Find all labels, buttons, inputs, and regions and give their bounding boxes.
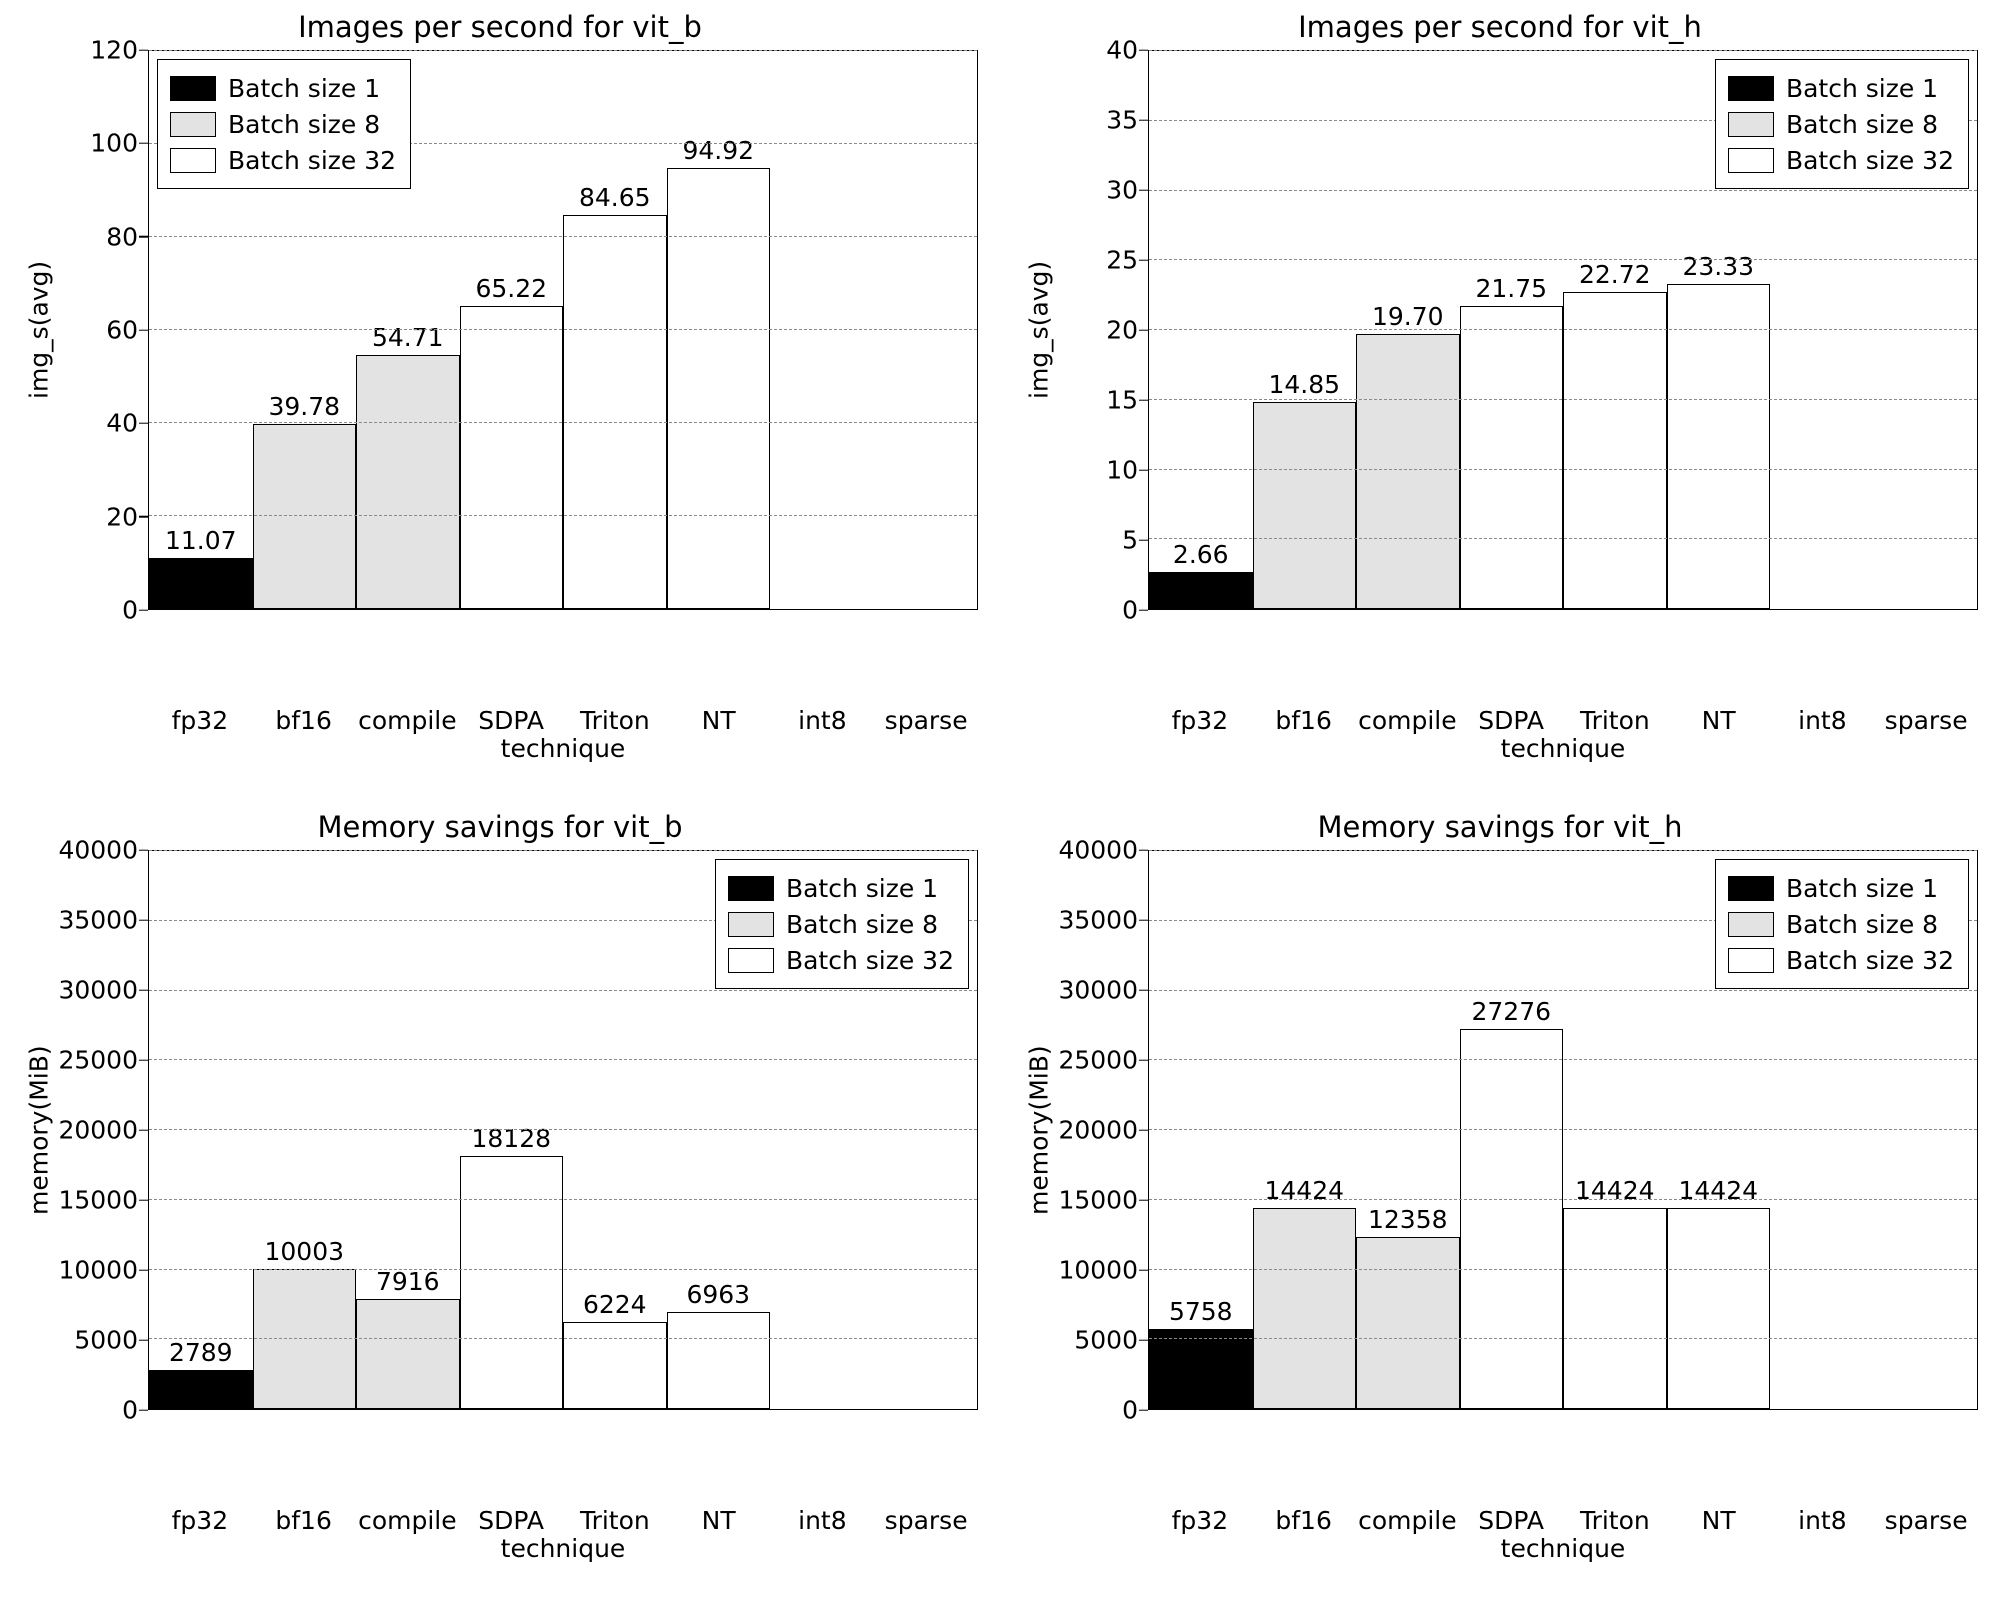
y-tick-label: 40000 (1058, 835, 1138, 865)
legend-swatch-icon (170, 148, 216, 173)
x-tick-label-fp32: fp32 (1171, 1506, 1229, 1535)
plot-area-0 (22, 35, 978, 698)
bar-slot-Triton (563, 51, 667, 609)
bar-NT[interactable] (667, 1279, 771, 1409)
bar-NT[interactable] (1667, 1175, 1771, 1409)
chart-title: Memory savings for vit_h (1317, 810, 1683, 844)
bar-bf16[interactable] (253, 392, 357, 609)
bar-value-label: 94.92 (682, 135, 755, 165)
bar-Triton[interactable] (563, 183, 667, 609)
y-tick-label: 30000 (1058, 975, 1138, 1005)
x-axis-label: technique (500, 1534, 626, 1563)
bar-value-label: 14.85 (1268, 369, 1341, 399)
bar-SDPA[interactable] (460, 1124, 564, 1409)
legend-3 (1715, 859, 1969, 989)
gridline (1149, 399, 1977, 400)
y-tick-label: 10000 (1058, 1255, 1138, 1285)
chart-panel-2 (0, 800, 1000, 1600)
y-tick-label: 35000 (1058, 905, 1138, 935)
x-tick-label-compile: compile (358, 1506, 457, 1535)
gridline (149, 990, 977, 991)
legend-label: Batch size 8 (228, 109, 381, 139)
bar-slot-fp32 (149, 851, 253, 1409)
bar-slot-SDPA (460, 51, 564, 609)
x-tick-label-compile: compile (1358, 1506, 1457, 1535)
bar-value-label: 18128 (471, 1124, 552, 1154)
bar-value-label: 12358 (1367, 1204, 1448, 1234)
y-axis-label: memory(MiB) (1024, 1045, 1054, 1215)
plot-area-1 (1022, 35, 1978, 698)
x-tick-label-fp32: fp32 (171, 706, 229, 735)
legend-0 (157, 59, 411, 189)
x-tick-row-0 (22, 698, 978, 734)
legend-item (170, 106, 396, 142)
x-tick-label-bf16: bf16 (275, 706, 332, 735)
bar-slot-Triton (1563, 51, 1667, 609)
legend-label: Batch size 1 (228, 73, 381, 103)
y-tick-label: 0 (1122, 1395, 1138, 1425)
legend-swatch-icon (1728, 76, 1774, 101)
gridline (149, 422, 977, 423)
bar-bf16[interactable] (1253, 1175, 1357, 1409)
x-tick-row-3 (1022, 1498, 1978, 1534)
bar-value-label: 19.70 (1371, 302, 1444, 332)
legend-item (1728, 106, 1954, 142)
bar-value-label: 14424 (1678, 1175, 1759, 1205)
bar-slot-SDPA (1460, 851, 1564, 1409)
gridline (1149, 1199, 1977, 1200)
gridline (149, 1059, 977, 1060)
x-tick-label-fp32: fp32 (171, 1506, 229, 1535)
legend-item (728, 870, 954, 906)
y-axis-label: img_s(avg) (1024, 260, 1054, 400)
x-tick-label-sparse: sparse (884, 706, 968, 735)
y-tick-label: 0 (1122, 595, 1138, 625)
bar-slot-SDPA (460, 851, 564, 1409)
legend-label: Batch size 32 (228, 145, 397, 175)
bar-compile[interactable] (356, 322, 460, 609)
legend-item (170, 142, 396, 178)
axes-3 (1148, 850, 1978, 1410)
gridline (1149, 1059, 1977, 1060)
y-tick-label: 100 (90, 128, 138, 158)
bar-value-label: 5758 (1168, 1296, 1233, 1326)
x-tick-label-int8: int8 (1798, 1506, 1847, 1535)
gridline (1149, 329, 1977, 330)
y-tick-label: 15 (1106, 385, 1138, 415)
y-tick-column-3 (1056, 835, 1148, 1425)
x-tick-label-int8: int8 (798, 706, 847, 735)
y-tick-label: 40 (106, 408, 138, 438)
y-tick-label: 25000 (1058, 1045, 1138, 1075)
x-tick-label-Triton: Triton (1579, 706, 1650, 735)
gridline (149, 850, 977, 851)
y-tick-label: 20 (1106, 315, 1138, 345)
x-tick-label-fp32: fp32 (1171, 706, 1229, 735)
bar-SDPA[interactable] (1460, 996, 1564, 1410)
bar-value-label: 11.07 (164, 525, 237, 555)
bar-NT[interactable] (1667, 251, 1771, 609)
legend-swatch-icon (1728, 112, 1774, 137)
gridline (1149, 50, 1977, 51)
gridline (1149, 259, 1977, 260)
bar-fp32[interactable] (1149, 1296, 1253, 1409)
legend-item (1728, 70, 1954, 106)
legend-2 (715, 859, 969, 989)
bar-slot-compile (1356, 51, 1460, 609)
bar-value-label: 22.72 (1578, 260, 1651, 290)
chart-title: Images per second for vit_h (1298, 10, 1702, 44)
bar-slot-compile (1356, 851, 1460, 1409)
bar-slot-bf16 (1253, 51, 1357, 609)
legend-item (1728, 942, 1954, 978)
bar-value-label: 10003 (264, 1237, 345, 1267)
bar-value-label: 84.65 (578, 183, 651, 213)
axes-2 (148, 850, 978, 1410)
y-tick-label: 30 (1106, 175, 1138, 205)
legend-swatch-icon (170, 112, 216, 137)
plot-area-2 (22, 835, 978, 1498)
axes-0 (148, 50, 978, 610)
x-tick-label-Triton: Triton (579, 1506, 650, 1535)
gridline (149, 1338, 977, 1339)
plot-area-3 (1022, 835, 1978, 1498)
x-tick-label-SDPA: SDPA (478, 706, 544, 735)
bar-compile[interactable] (1356, 302, 1460, 609)
x-tick-label-sparse: sparse (1884, 1506, 1968, 1535)
bar-SDPA[interactable] (1460, 273, 1564, 609)
y-tick-label: 20000 (58, 1115, 138, 1145)
gridline (1149, 990, 1977, 991)
x-tick-label-bf16: bf16 (1275, 706, 1332, 735)
bar-bf16[interactable] (1253, 369, 1357, 609)
y-tick-label: 10000 (58, 1255, 138, 1285)
bar-value-label: 14424 (1574, 1175, 1655, 1205)
y-tick-label: 35 (1106, 105, 1138, 135)
x-ticks-0 (148, 698, 978, 734)
gridline (1149, 1269, 1977, 1270)
legend-label: Batch size 1 (785, 873, 939, 903)
bar-Triton[interactable] (1563, 1175, 1667, 1409)
x-tick-label-Triton: Triton (579, 706, 650, 735)
y-tick-label: 15000 (1058, 1185, 1138, 1215)
x-tick-row-1 (1022, 698, 1978, 734)
bar-value-label: 2.66 (1172, 539, 1229, 569)
legend-label: Batch size 1 (1785, 73, 1939, 103)
bar-fp32[interactable] (149, 1338, 253, 1409)
legend-swatch-icon (1728, 948, 1774, 973)
legend-label: Batch size 8 (1785, 909, 1939, 939)
legend-label: Batch size 32 (785, 945, 954, 975)
legend-swatch-icon (728, 948, 774, 973)
gridline (1149, 469, 1977, 470)
gridline (149, 329, 977, 330)
x-tick-label-NT: NT (1701, 1506, 1736, 1535)
gridline (1149, 1129, 1977, 1130)
gridline (149, 50, 977, 51)
gridline (1149, 850, 1977, 851)
y-tick-label: 40000 (58, 835, 138, 865)
bar-slot-SDPA (1460, 51, 1564, 609)
y-tick-label: 40 (1106, 35, 1138, 65)
x-tick-label-SDPA: SDPA (478, 1506, 544, 1535)
x-tick-row-2 (22, 1498, 978, 1534)
x-tick-label-sparse: sparse (884, 1506, 968, 1535)
y-tick-label: 25 (1106, 245, 1138, 275)
y-tick-column-2 (56, 835, 148, 1425)
legend-label: Batch size 32 (1785, 145, 1954, 175)
x-tick-label-int8: int8 (798, 1506, 847, 1535)
legend-1 (1715, 59, 1969, 189)
y-tick-label: 5 (1122, 525, 1138, 555)
bar-slot-fp32 (1149, 851, 1253, 1409)
x-ticks-2 (148, 1498, 978, 1534)
bar-slot-NT (667, 51, 771, 609)
x-tick-label-int8: int8 (1798, 706, 1847, 735)
bar-slot-bf16 (253, 851, 357, 1409)
x-tick-label-bf16: bf16 (275, 1506, 332, 1535)
gridline (149, 515, 977, 516)
x-tick-label-bf16: bf16 (1275, 1506, 1332, 1535)
y-tick-label: 60 (106, 315, 138, 345)
legend-item (1728, 906, 1954, 942)
bar-slot-sparse (874, 51, 978, 609)
bar-Triton[interactable] (563, 1290, 667, 1409)
y-tick-label: 0 (122, 1395, 138, 1425)
x-tick-label-NT: NT (701, 706, 736, 735)
legend-label: Batch size 1 (1785, 873, 1939, 903)
legend-item (728, 942, 954, 978)
bar-value-label: 14424 (1264, 1175, 1345, 1205)
gridline (149, 1199, 977, 1200)
bar-value-label: 21.75 (1475, 273, 1548, 303)
bar-value-label: 2789 (168, 1338, 233, 1368)
bar-value-label: 39.78 (268, 392, 341, 422)
bar-slot-Triton (1563, 851, 1667, 1409)
bar-fp32[interactable] (149, 525, 253, 609)
bar-slot-fp32 (1149, 51, 1253, 609)
bar-slot-int8 (770, 51, 874, 609)
chart-panel-1 (1000, 0, 2000, 800)
x-tick-label-SDPA: SDPA (1478, 1506, 1544, 1535)
bar-value-label: 27276 (1471, 996, 1552, 1026)
chart-title: Images per second for vit_b (298, 10, 702, 44)
x-tick-label-SDPA: SDPA (1478, 706, 1544, 735)
chart-panel-0 (0, 0, 1000, 800)
bar-slot-Triton (563, 851, 667, 1409)
y-tick-label: 5000 (1074, 1325, 1138, 1355)
bar-compile[interactable] (356, 1266, 460, 1409)
y-tick-label: 30000 (58, 975, 138, 1005)
gridline (1149, 538, 1977, 539)
legend-item (1728, 870, 1954, 906)
x-tick-label-NT: NT (701, 1506, 736, 1535)
legend-item (1728, 142, 1954, 178)
axes-1 (1148, 50, 1978, 610)
y-tick-label: 15000 (58, 1185, 138, 1215)
gridline (149, 236, 977, 237)
y-tick-label: 0 (122, 595, 138, 625)
y-tick-column-1 (1056, 35, 1148, 625)
legend-swatch-icon (170, 76, 216, 101)
x-ticks-1 (1148, 698, 1978, 734)
y-axis-label: img_s(avg) (24, 260, 54, 400)
y-tick-label: 120 (90, 35, 138, 65)
x-axis-label: technique (1500, 734, 1626, 763)
y-axis-label: memory(MiB) (24, 1045, 54, 1215)
y-tick-label: 10 (1106, 455, 1138, 485)
bar-NT[interactable] (667, 135, 771, 609)
bar-SDPA[interactable] (460, 273, 564, 609)
bar-value-label: 23.33 (1682, 251, 1755, 281)
chart-title: Memory savings for vit_b (317, 810, 683, 844)
legend-label: Batch size 8 (1785, 109, 1939, 139)
x-axis-label: technique (1500, 1534, 1626, 1563)
y-tick-label: 20000 (1058, 1115, 1138, 1145)
gridline (1149, 1338, 1977, 1339)
gridline (149, 1129, 977, 1130)
x-tick-label-sparse: sparse (1884, 706, 1968, 735)
gridline (149, 1269, 977, 1270)
gridline (1149, 190, 1977, 191)
x-tick-label-compile: compile (1358, 706, 1457, 735)
bar-value-label: 7916 (375, 1266, 440, 1296)
x-tick-label-NT: NT (1701, 706, 1736, 735)
bar-value-label: 54.71 (371, 322, 444, 352)
x-tick-label-compile: compile (358, 706, 457, 735)
y-tick-label: 5000 (74, 1325, 138, 1355)
legend-item (728, 906, 954, 942)
legend-label: Batch size 8 (785, 909, 939, 939)
legend-item (170, 70, 396, 106)
x-ticks-3 (1148, 1498, 1978, 1534)
x-tick-label-Triton: Triton (1579, 1506, 1650, 1535)
legend-swatch-icon (728, 912, 774, 937)
bar-value-label: 6224 (582, 1290, 647, 1320)
y-tick-label: 25000 (58, 1045, 138, 1075)
bar-Triton[interactable] (1563, 260, 1667, 609)
y-tick-label: 35000 (58, 905, 138, 935)
legend-swatch-icon (1728, 876, 1774, 901)
bar-slot-bf16 (1253, 851, 1357, 1409)
legend-swatch-icon (728, 876, 774, 901)
bar-compile[interactable] (1356, 1204, 1460, 1409)
bar-slot-compile (356, 851, 460, 1409)
x-axis-label: technique (500, 734, 626, 763)
legend-swatch-icon (1728, 912, 1774, 937)
y-tick-label: 80 (106, 222, 138, 252)
bar-fp32[interactable] (1149, 539, 1253, 609)
legend-label: Batch size 32 (1785, 945, 1954, 975)
y-tick-label: 20 (106, 502, 138, 532)
y-tick-column-0 (56, 35, 148, 625)
chart-panel-3 (1000, 800, 2000, 1600)
bar-value-label: 6963 (686, 1279, 751, 1309)
legend-swatch-icon (1728, 148, 1774, 173)
bar-value-label: 65.22 (475, 273, 548, 303)
